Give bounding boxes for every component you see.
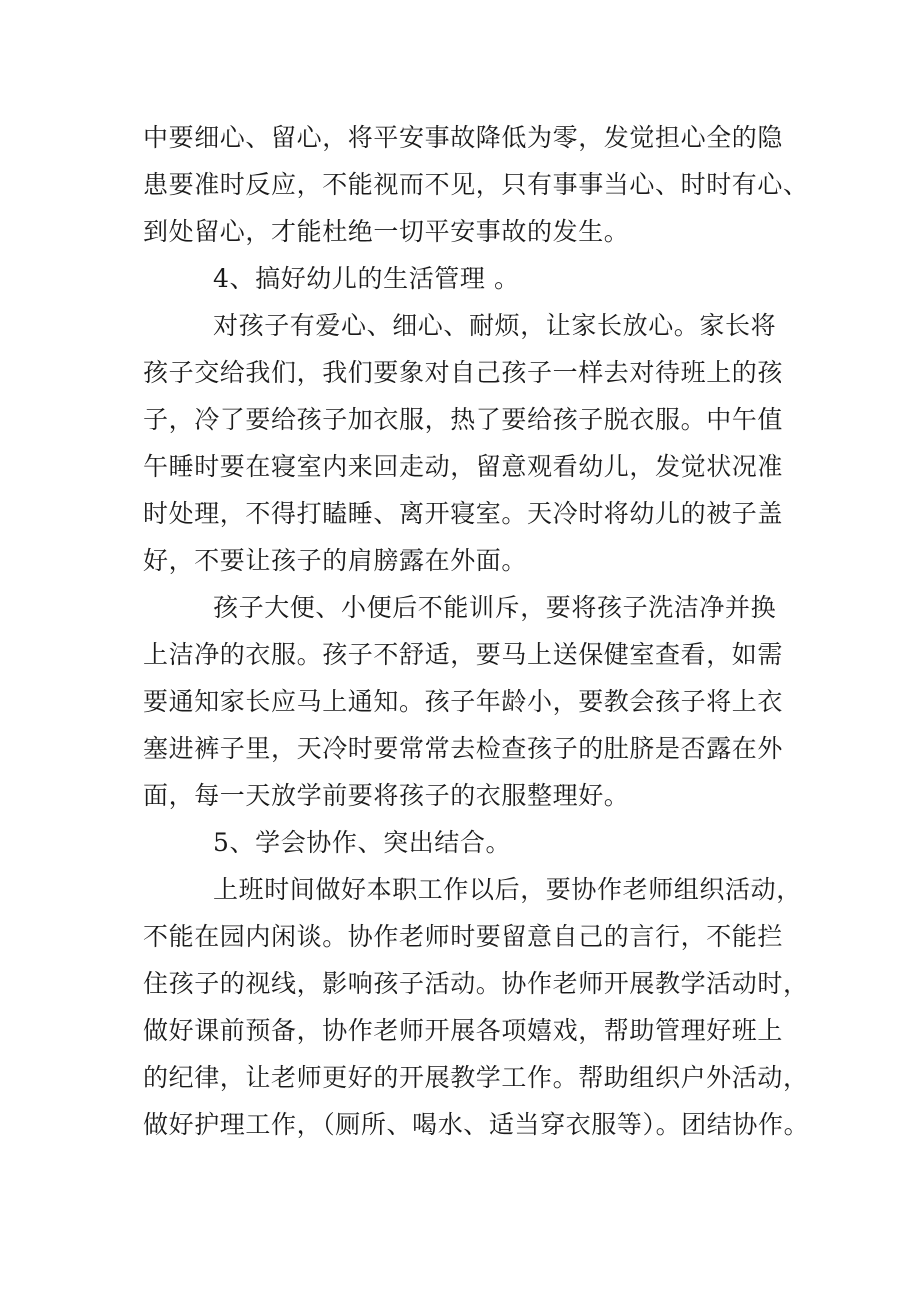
text-line: 面，每一天放学前要将孩子的衣服整理好。 xyxy=(143,781,630,810)
section-heading: 5、学会协作、突出结合。 xyxy=(213,828,512,857)
text-line: 上班时间做好本职工作以后，要协作老师组织活动， xyxy=(213,875,802,904)
text-line: 塞进裤子里，天冷时要常常去检查孩子的肚脐是否露在外 xyxy=(143,734,784,763)
text-line: 的纪律，让老师更好的开展教学工作。帮助组织户外活动， xyxy=(143,1063,809,1092)
text-line: 好，不要让孩子的肩膀露在外面。 xyxy=(143,546,528,575)
text-line: 做好护理工作，（厕所、喝水、适当穿衣服等）。团结协作。 xyxy=(143,1110,810,1139)
text-line: 要通知家长应马上通知。孩子年龄小，要教会孩子将上衣 xyxy=(143,687,784,716)
text-line: 中要细心、留心，将平安事故降低为零，发觉担心全的隐 xyxy=(143,123,784,152)
text-line: 对孩子有爱心、细心、耐烦，让家长放心。家长将 xyxy=(213,311,777,340)
text-line: 时处理，不得打瞌睡、离开寝室。天冷时将幼儿的被子盖 xyxy=(143,499,784,528)
text-line: 午睡时要在寝室内来回走动，留意观看幼儿，发觉状况准 xyxy=(143,452,784,481)
text-line: 住孩子的视线，影响孩子活动。协作老师开展教学活动时， xyxy=(143,969,809,998)
section-heading: 4、搞好幼儿的生活管理 。 xyxy=(213,264,520,293)
text-line: 孩子大便、小便后不能训斥，要将孩子洗洁净并换 xyxy=(213,593,777,622)
text-line: 到处留心，才能杜绝一切平安事故的发生。 xyxy=(143,217,630,246)
text-line: 做好课前预备，协作老师开展各项嬉戏，帮助管理好班上 xyxy=(143,1016,784,1045)
text-line: 子，冷了要给孩子加衣服，热了要给孩子脱衣服。中午值 xyxy=(143,405,784,434)
text-line: 上洁净的衣服。孩子不舒适，要马上送保健室查看，如需 xyxy=(143,640,784,669)
text-line: 患要准时反应，不能视而不见，只有事事当心、时时有心、 xyxy=(143,170,809,199)
text-line: 孩子交给我们，我们要象对自己孩子一样去对待班上的孩 xyxy=(143,358,784,387)
text-line: 不能在园内闲谈。协作老师时要留意自己的言行，不能拦 xyxy=(143,922,784,951)
